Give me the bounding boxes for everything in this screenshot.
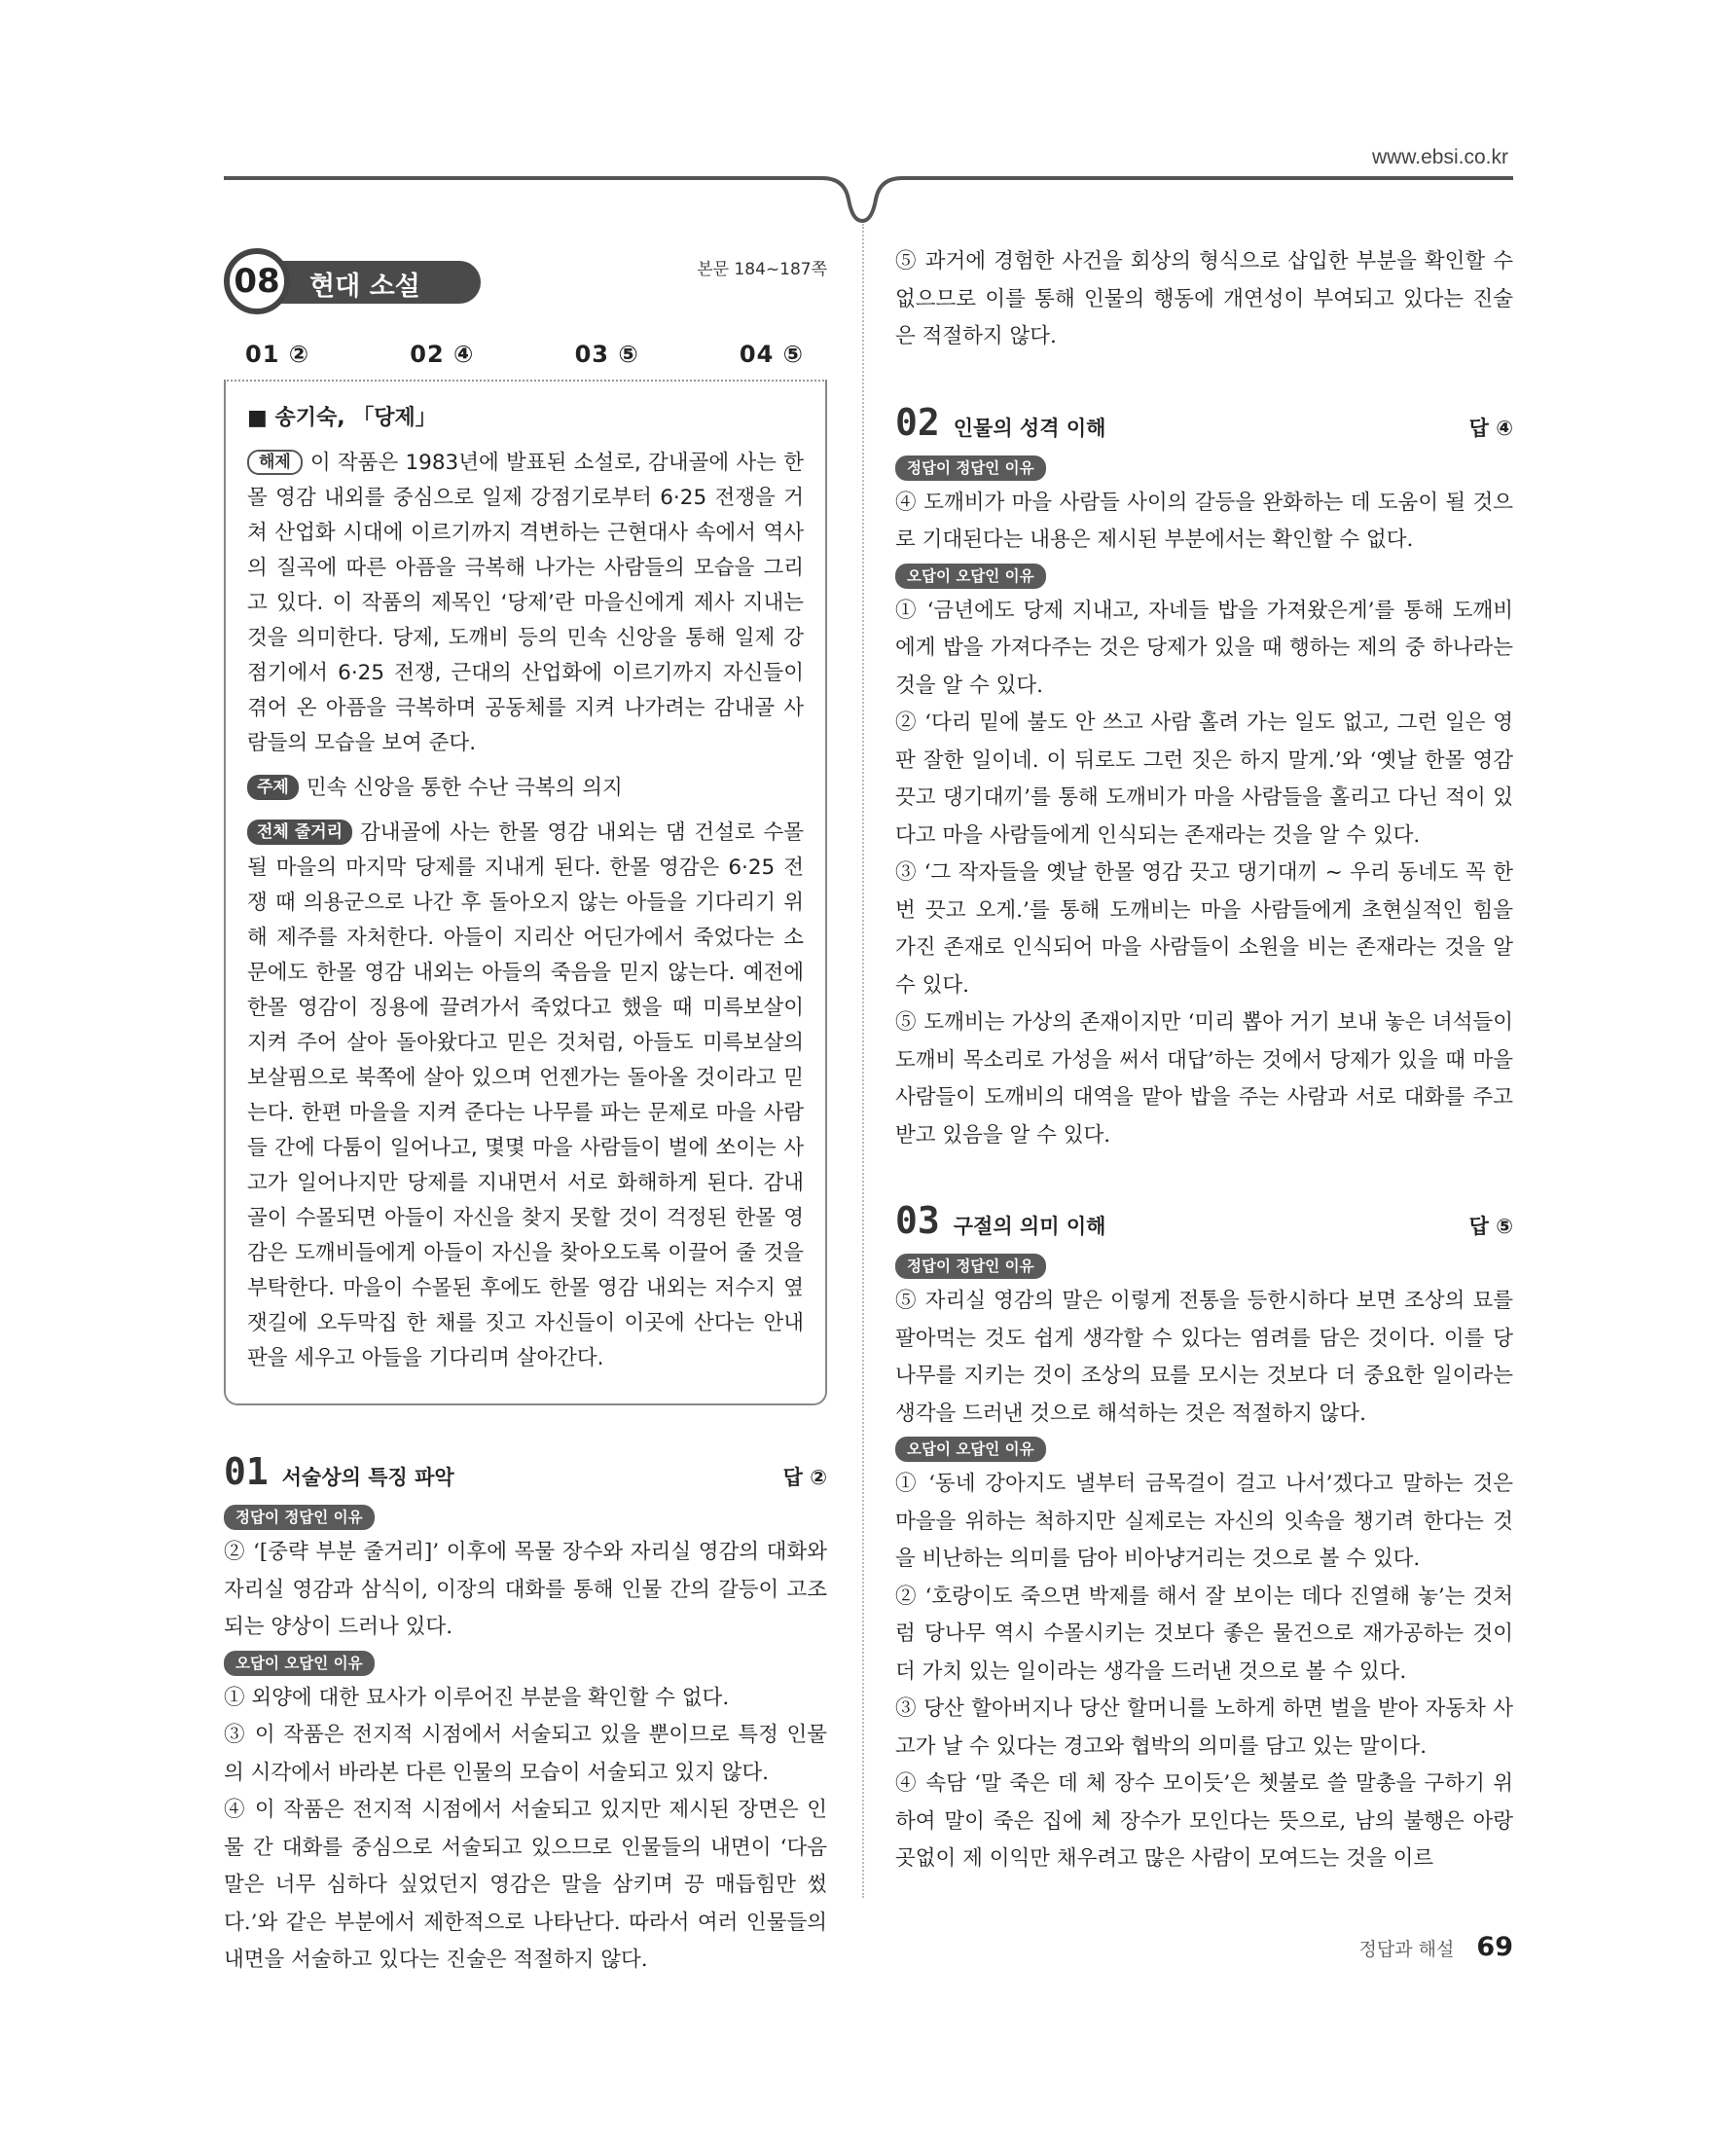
commentary-label: 해제 <box>247 450 303 475</box>
question-2 <box>895 400 1513 1155</box>
question-3 <box>895 1201 1513 1878</box>
question-3-number: 03 <box>895 1199 940 1242</box>
explanation-text: ① ‘금년에도 당제 지내고, 자네들 밥을 가져왔은게’를 통해 도깨비에게 밥을 가져다주는 것은 당제가 있을 때 행하는 제의 중 하나라는 것을 알 수 있다. <box>895 598 1513 698</box>
column-divider <box>862 224 864 1898</box>
question-1-number: 01 <box>224 1450 269 1493</box>
question-3-header <box>895 1201 1513 1240</box>
explanation-text: ③ ‘그 작자들을 옛날 한몰 영감 끗고 댕기대끼 ~ 우리 동네도 꼭 한번 끗고 오게.’를 통해 도깨비는 마을 사람들에게 초현실적인 힘을 가진 존재로 인식되어 마을 사람들이 소원을 비는 존재라는 것을 알 수 있다. <box>895 860 1513 998</box>
question-1-answer: 답 ② <box>782 1466 827 1489</box>
question-2-header <box>895 400 1513 444</box>
explanation-text: ① ‘동네 강아지도 낼부터 금목걸이 걸고 나서’겠다고 말하는 것은 마을을 위하는 척하지만 실제로는 자신의 잇속을 챙기려 한다는 것을 비난하는 의미를 담아 비아냥거리는 것으로 볼 수 있다. <box>895 1472 1513 1571</box>
question-1 <box>224 1452 827 1980</box>
plot-label: 전체 줄거리 <box>247 820 352 845</box>
explanation-text: ② ‘호랑이도 죽으면 박제를 해서 잘 보이는 데다 진열해 놓’는 것처럼 당나무 역시 수몰시키는 것보다 좋은 물건으로 재가공하는 것이 더 가치 있는 일이라는 생각을 드러낸 것으로 볼 수 있다. <box>895 1584 1513 1684</box>
wrong-reason-tag: 오답이 오답인 이유 <box>224 1651 375 1676</box>
answer-3: 03 ⑤ <box>574 341 639 368</box>
right-column <box>895 243 1513 1878</box>
plot-text: 감내골에 사는 한몰 영감 내외는 댐 건설로 수몰될 마을의 마지막 당제를 지내게 된다. 한몰 영감은 6·25 전쟁 때 의용군으로 나간 후 돌아오지 않는 아들을 기다리기 위해 제주를 자처한다. 아들이 지리산 어딘가에서 죽었다는 소문에도 한몰 영감 내외는 아들의 죽음을 믿지 않는다. 예전에 한몰 영감이 징용에 끌려가서 죽었다고 했을 때 미륵보살이 지켜 주어 살아 돌아왔다고 믿은 것처럼, 아들도 미륵보살의 보살핌으로 북쪽에 살아 있으며 언젠가는 돌아올 것이라고 믿는다. 한편 마을을 지켜 준다는 나무를 파는 문제로 마을 사람들 간에 다툼이 일어나고, 몇몇 마을 사람들이 벌에 쏘이는 사고가 일어나지만 당제를 지내면서 서로 화해하게 된다. 감내골이 수몰되면 아들이 자신을 찾지 못할 것이 걱정된 한몰 영감은 도깨비들에게 아들이 자신을 찾아오도록 이끌어 줄 것을 부탁한다. 마을이 수몰된 후에도 한몰 영감 내외는 저수지 옆 잿길에 오두막집 한 채를 짓고 자신들이 이곳에 산다는 안내판을 세우고 아들을 기다리며 살아간다. <box>247 820 804 1370</box>
question-1-title: 서술상의 특징 파악 <box>281 1466 454 1489</box>
explanation-text: ④ 속담 ‘말 죽은 데 체 장수 모이듯’은 쳇불로 쓸 말총을 구하기 위하여 말이 죽은 집에 체 장수가 모인다는 뜻으로, 남의 불행은 아랑곳없이 제 이익만 채우려고 많은 사람이 모여드는 것을 이르 <box>895 1771 1513 1871</box>
footer-label: 정답과 해설 <box>1358 1939 1455 1960</box>
explanation-text: ④ 도깨비가 마을 사람들 사이의 갈등을 완화하는 데 도움이 될 것으로 기대된다는 내용은 제시된 부분에서는 확인할 수 없다. <box>895 490 1513 552</box>
explanation-text: ⑤ 과거에 경험한 사건을 회상의 형식으로 삽입한 부분을 확인할 수 없으므로 이를 통해 인물의 행동에 개연성이 부여되고 있다는 진술은 적절하지 않다. <box>895 249 1513 348</box>
question-1-header <box>224 1452 827 1491</box>
theme-text: 민속 신앙을 통한 수난 극복의 의지 <box>306 776 623 800</box>
page-number: 69 <box>1476 1932 1513 1962</box>
correct-reason-tag: 정답이 정답인 이유 <box>895 1254 1046 1279</box>
correct-reason-tag: 정답이 정답인 이유 <box>895 456 1046 481</box>
wrong-reason-tag: 오답이 오답인 이유 <box>895 1437 1046 1462</box>
answer-2: 02 ④ <box>410 341 475 368</box>
question-3-answer: 답 ⑤ <box>1468 1215 1513 1238</box>
question-2-number: 02 <box>895 400 940 444</box>
explanation-text: ② ‘다리 밑에 불도 안 쓰고 사람 홀려 가는 일도 없고, 그런 일은 영판 잘한 일이네. 이 뒤로도 그런 짓은 하지 말게.’와 ‘옛날 한몰 영감 끗고 댕기대끼’를 통해 도깨비가 마을 사람들을 홀리고 다닌 적이 있다고 마을 사람들에게 인식되는 존재라는 것을 알 수 있다. <box>895 711 1513 848</box>
section-title: 현대 소설 <box>309 272 420 302</box>
question-2-title: 인물의 성격 이해 <box>953 416 1106 440</box>
section-number: 08 <box>224 248 290 314</box>
explanation-text: ① 외양에 대한 묘사가 이루어진 부분을 확인할 수 없다. <box>224 1685 730 1710</box>
explanation-text: ③ 이 작품은 전지적 시점에서 서술되고 있을 뿐이므로 특정 인물의 시각에서 바라본 다른 인물의 모습이 서술되고 있지 않다. <box>224 1723 827 1785</box>
plot-paragraph <box>247 816 804 1376</box>
theme-paragraph <box>247 771 804 806</box>
header-rule <box>0 170 1736 229</box>
section-reference: 본문 184~187쪽 <box>697 260 827 279</box>
explanation-text: ⑤ 자리실 영감의 말은 이렇게 전통을 등한시하다 보면 조상의 묘를 팔아먹는 것도 쉽게 생각할 수 있다는 염려를 담은 것이다. 이를 당나무를 지키는 것이 조상의 묘를 모시는 것보다 더 중요한 일이라는 생각을 드러낸 것으로 해석하는 것은 적절하지 않다. <box>895 1289 1513 1426</box>
work-summary-box <box>224 380 827 1405</box>
left-column <box>224 243 827 1980</box>
correct-reason-tag: 정답이 정답인 이유 <box>224 1505 375 1530</box>
question-2-answer: 답 ④ <box>1468 416 1513 440</box>
work-title: ■ 송기숙, 「당제」 <box>247 406 437 430</box>
answer-1: 01 ② <box>245 341 310 368</box>
explanation-text: ⑤ 도깨비는 가상의 존재이지만 ‘미리 뽑아 거기 보내 놓은 녀석들이 도깨비 목소리로 가성을 써서 대답’하는 것에서 당제가 있을 때 마을 사람들이 도깨비의 대역을 맡아 밥을 주는 사람과 서로 대화를 주고받고 있음을 알 수 있다. <box>895 1010 1513 1148</box>
answer-key <box>224 331 827 382</box>
section-header <box>224 243 827 331</box>
question-3-title: 구절의 의미 이해 <box>953 1215 1106 1238</box>
explanation-text: ④ 이 작품은 전지적 시점에서 서술되고 있지만 제시된 장면은 인물 간 대화를 중심으로 서술되고 있으므로 인물들의 내면이 ‘다음 말은 너무 심하다 싶었던지 영감은 말을 삼키며 끙 매듭힘만 썼다.’와 같은 부분에서 제한적으로 나타난다. 따라서 여러 인물들의 내면을 서술하고 있다는 진술은 적절하지 않다. <box>224 1798 827 1972</box>
commentary-paragraph <box>247 446 804 761</box>
site-url: www.ebsi.co.kr <box>1371 146 1508 168</box>
commentary-text: 이 작품은 1983년에 발표된 소설로, 감내골에 사는 한몰 영감 내외를 중심으로 일제 강점기로부터 6·25 전쟁을 거쳐 산업화 시대에 이르기까지 격변하는 근현대사 속에서 역사의 질곡에 따른 아픔을 극복해 나가는 사람들의 모습을 그리고 있다. 이 작품의 제목인 ‘당제’란 마을신에게 제사 지내는 것을 의미한다. 당제, 도깨비 등의 민속 신앙을 통해 일제 강점기에서 6·25 전쟁, 근대의 산업화에 이르기까지 자신들이 겪어 온 아픔을 극복하며 공동체를 지켜 나가려는 감내골 사람들의 모습을 보여 준다. <box>247 451 804 755</box>
wrong-reason-tag: 오답이 오답인 이유 <box>895 564 1046 589</box>
explanation-text: ② ‘[중략 부분 줄거리]’ 이후에 목물 장수와 자리실 영감의 대화와 자리실 영감과 삼식이, 이장의 대화를 통해 인물 간의 갈등이 고조되는 양상이 드러나 있다. <box>224 1540 827 1639</box>
theme-label: 주제 <box>247 775 299 800</box>
answer-4: 04 ⑤ <box>739 341 804 368</box>
explanation-text: ③ 당산 할아버지나 당산 할머니를 노하게 하면 벌을 받아 자동차 사고가 날 수 있다는 경고와 협박의 의미를 담고 있는 말이다. <box>895 1696 1513 1759</box>
page-footer <box>1246 1932 1513 1962</box>
